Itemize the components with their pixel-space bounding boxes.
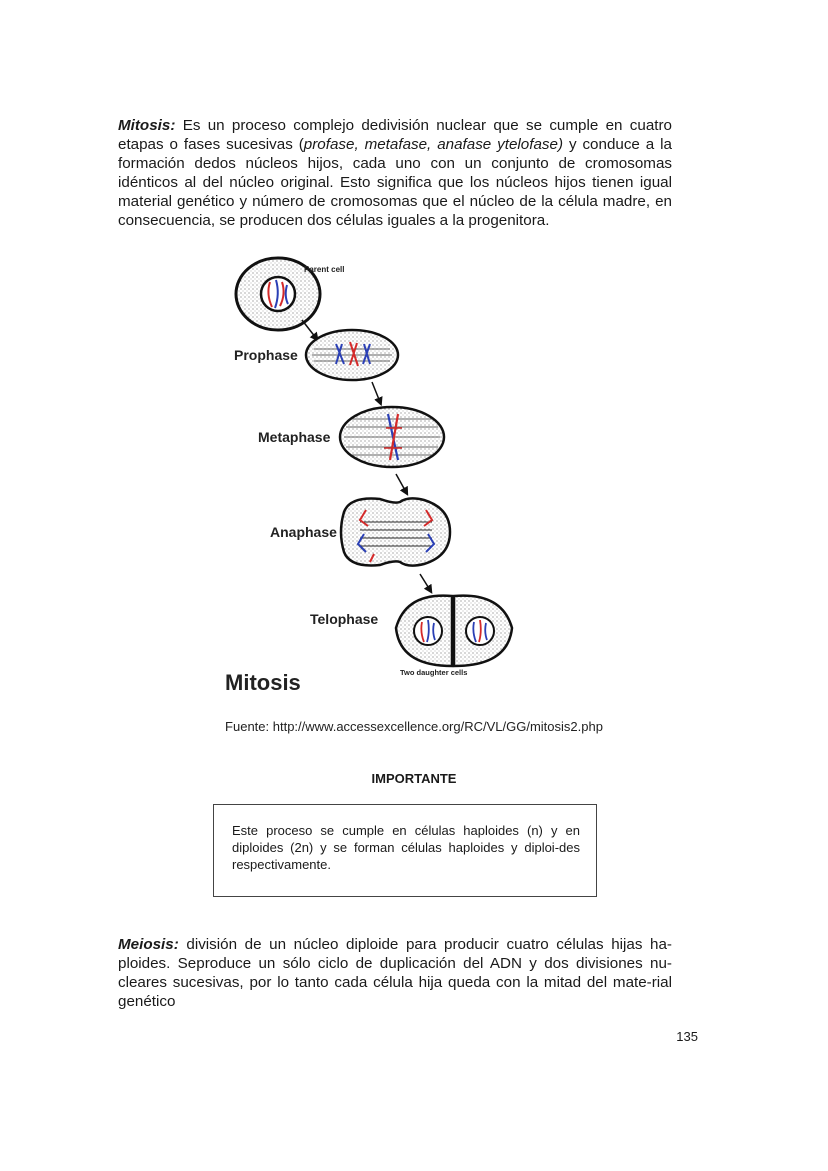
arrow-1 — [302, 320, 316, 338]
parent-cell-label: Parent cell — [304, 265, 345, 274]
daughter-cells-label: Two daughter cells — [400, 668, 468, 677]
mitosis-text: Es un proceso complejo dedivisión nuclear que se cumple en cuatro etapas o fases sucesivas ( — [118, 117, 672, 153]
mitosis-paragraph — [118, 116, 672, 230]
prophase-label: Prophase — [234, 347, 298, 363]
arrow-4 — [420, 574, 430, 590]
prophase-cell — [306, 330, 398, 380]
figure-title: Mitosis — [225, 670, 301, 695]
telophase-cells — [396, 596, 512, 666]
meiosis-term: Meiosis: — [118, 936, 179, 953]
meiosis-paragraph — [118, 935, 672, 1011]
mitosis-phases: profase, metafase, anafase ytelofase) — [303, 136, 564, 153]
mitosis-text-end: y conduce a la formación dedos núcleos hijos, cada uno con un conjunto de cromosomas idénticos al del núcleo original. Esto significa que los núcleos hijos tienen igual material genético y número de cromosomas que el núcleo de la célula madre, en consecuencia, se producen dos células iguales a la progenitora. — [118, 136, 672, 229]
important-heading: IMPORTANTE — [371, 771, 457, 786]
mitosis-term: Mitosis: — [118, 117, 176, 134]
important-note-box — [213, 804, 597, 897]
anaphase-cell — [341, 498, 450, 565]
metaphase-label: Metaphase — [258, 429, 331, 445]
important-note-text: Este proceso se cumple en células haploides (n) y en diploides (2n) y se forman células haploides y diploi-des respectivamente. — [232, 823, 580, 872]
arrow-2 — [372, 382, 380, 402]
telophase-label: Telophase — [310, 611, 379, 627]
mitosis-diagram — [220, 252, 520, 700]
anaphase-label: Anaphase — [270, 524, 337, 540]
arrow-3 — [396, 474, 406, 492]
metaphase-cell — [340, 407, 444, 467]
meiosis-text: división de un núcleo diploide para producir cuatro células hijas ha-ploides. Seproduce un sólo ciclo de duplicación del ADN y dos divisiones nu-cleares sucesivas, por lo tanto cada célula hija queda con la mitad del mate-rial genético — [118, 936, 672, 1010]
page-number: 135 — [676, 1029, 698, 1044]
figure-source: Fuente: http://www.accessexcellence.org/RC/VL/GG/mitosis2.php — [225, 719, 603, 734]
